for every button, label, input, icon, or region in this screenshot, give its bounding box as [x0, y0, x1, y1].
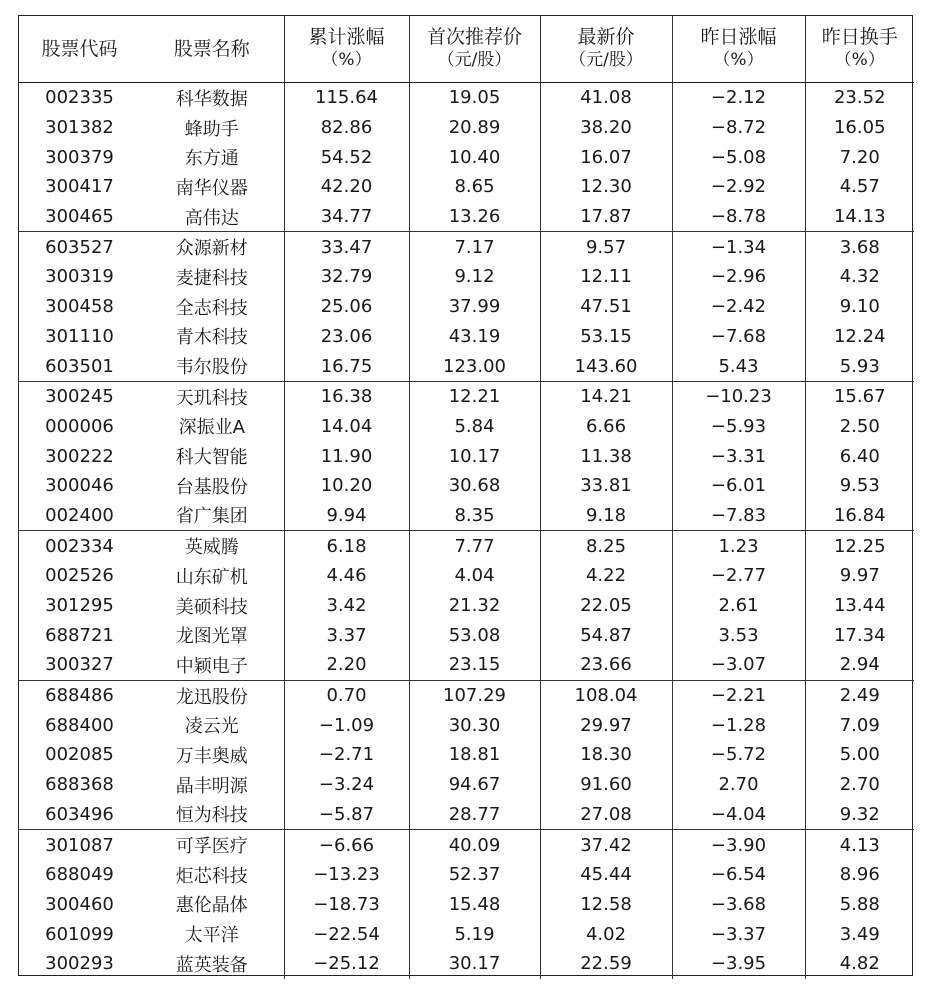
cell-stock-code: 002526: [45, 565, 114, 587]
cell-yesterday-change: −1.34: [672, 232, 805, 262]
cell-cumulative-gain: 4.46: [284, 561, 409, 591]
cell-stock-code: 300245: [45, 386, 114, 408]
table-row: [19, 561, 914, 591]
cell-stock-name: 全志科技: [175, 297, 248, 319]
cell-stock-name: 美硕科技: [175, 596, 248, 618]
data-table: [19, 16, 914, 979]
header-label: 股票名称: [173, 37, 250, 60]
cell-stock-code: 002334: [45, 535, 114, 557]
header-label: 昨日换手: [821, 26, 898, 48]
cell-first-recommend-price: 8.35: [409, 501, 540, 531]
cell-first-recommend-price: 19.05: [409, 83, 540, 113]
cell-first-recommend-price: 5.84: [409, 412, 540, 442]
cell-yesterday-turnover: 5.93: [805, 351, 914, 381]
cell-latest-price: 22.59: [540, 949, 672, 979]
cell-yesterday-change: −5.93: [672, 412, 805, 442]
cell-stock-code: 688049: [45, 864, 114, 886]
cell-first-recommend-price: 30.17: [409, 949, 540, 979]
cell-yesterday-turnover: 2.70: [805, 770, 914, 800]
cell-latest-price: 91.60: [540, 770, 672, 800]
cell-first-recommend-price: 4.04: [409, 561, 540, 591]
header-unit: （%）: [321, 50, 372, 70]
cell-stock-code: 301382: [45, 117, 114, 139]
header-unit: （%）: [834, 50, 885, 70]
cell-latest-price: 14.21: [540, 381, 672, 411]
header-unit: （元/股）: [437, 50, 512, 70]
cell-yesterday-change: −3.90: [672, 830, 805, 860]
cell-yesterday-turnover: 4.82: [805, 949, 914, 979]
cell-first-recommend-price: 8.65: [409, 172, 540, 202]
cell-cumulative-gain: −25.12: [284, 949, 409, 979]
table-row: [19, 949, 914, 979]
cell-first-recommend-price: 15.48: [409, 890, 540, 920]
cell-yesterday-turnover: 12.24: [805, 322, 914, 352]
cell-first-recommend-price: 21.32: [409, 591, 540, 621]
cell-stock-code: 300293: [45, 953, 114, 975]
cell-stock-name: 青木科技: [175, 327, 248, 349]
cell-cumulative-gain: 11.90: [284, 441, 409, 471]
cell-latest-price: 12.30: [540, 172, 672, 202]
cell-stock-code: 603496: [19, 800, 140, 830]
cell-stock-name: 龙图光罩: [175, 626, 248, 648]
cell-stock-code: 300417: [45, 176, 114, 198]
table-row: [19, 710, 914, 740]
cell-yesterday-change: −8.72: [672, 113, 805, 143]
cell-yesterday-change: −2.42: [672, 292, 805, 322]
table-row: [19, 800, 914, 830]
table-row: [19, 441, 914, 471]
cell-latest-price: 6.66: [540, 412, 672, 442]
cell-latest-price: 12.58: [540, 890, 672, 920]
cell-yesterday-turnover: 6.40: [805, 441, 914, 471]
cell-stock-code: 300327: [19, 650, 140, 680]
header-label: 最新价: [577, 26, 635, 48]
cell-yesterday-turnover: 5.88: [805, 890, 914, 920]
cell-first-recommend-price: 10.40: [409, 142, 540, 172]
table-body: [19, 83, 914, 979]
cell-latest-price: 18.30: [540, 740, 672, 770]
table-row: [19, 351, 914, 381]
cell-stock-name: 凌云光: [184, 716, 239, 738]
cell-stock-name: 天玑科技: [175, 387, 248, 409]
cell-stock-name: 科华数据: [175, 88, 248, 110]
cell-first-recommend-price: 7.17: [409, 232, 540, 262]
cell-stock-code: 601099: [45, 923, 114, 945]
cell-yesterday-change: −5.08: [672, 142, 805, 172]
table-row: [19, 202, 914, 232]
cell-stock-name: 高伟达: [140, 202, 284, 232]
cell-cumulative-gain: 6.18: [284, 531, 409, 561]
cell-latest-price: 4.22: [540, 561, 672, 591]
cell-latest-price: 8.25: [540, 531, 672, 561]
cell-stock-name: 深振业A: [178, 417, 245, 439]
cell-stock-name: 众源新材: [175, 238, 248, 260]
cell-stock-code: 688721: [45, 624, 114, 646]
cell-stock-code: 300465: [19, 202, 140, 232]
table-row: [19, 381, 914, 411]
cell-stock-code: 301087: [45, 834, 114, 856]
header-label: 首次推荐价: [426, 26, 522, 48]
cell-latest-price: 11.38: [540, 441, 672, 471]
cell-stock-code: 688486: [45, 685, 114, 707]
cell-yesterday-change: −8.78: [672, 202, 805, 232]
cell-stock-name: 可孚医疗: [175, 836, 248, 858]
cell-cumulative-gain: 34.77: [284, 202, 409, 232]
cell-first-recommend-price: 9.12: [409, 262, 540, 292]
cell-latest-price: 37.42: [540, 830, 672, 860]
cell-stock-code: 300379: [45, 146, 114, 168]
cell-yesterday-turnover: 2.94: [805, 650, 914, 680]
cell-latest-price: 4.02: [540, 919, 672, 949]
cell-yesterday-change: −3.95: [672, 949, 805, 979]
table-row: [19, 830, 914, 860]
cell-stock-code: 301110: [45, 325, 114, 347]
cell-yesterday-change: −4.04: [672, 800, 805, 830]
cell-yesterday-change: 5.43: [672, 351, 805, 381]
cell-latest-price: 27.08: [540, 800, 672, 830]
table-row: [19, 770, 914, 800]
cell-first-recommend-price: 52.37: [409, 860, 540, 890]
table-row: [19, 591, 914, 621]
table-row: [19, 620, 914, 650]
cell-first-recommend-price: 12.21: [409, 381, 540, 411]
header-stock-name: [140, 16, 284, 83]
cell-latest-price: 29.97: [540, 710, 672, 740]
cell-stock-code: 688400: [45, 714, 114, 736]
cell-cumulative-gain: 54.52: [284, 142, 409, 172]
cell-cumulative-gain: 16.75: [284, 351, 409, 381]
cell-stock-code: 002400: [19, 501, 140, 531]
cell-cumulative-gain: 0.70: [284, 680, 409, 710]
cell-yesterday-change: −2.21: [672, 680, 805, 710]
cell-latest-price: 9.57: [540, 232, 672, 262]
cell-cumulative-gain: 32.79: [284, 262, 409, 292]
cell-cumulative-gain: 16.38: [284, 381, 409, 411]
table-row: [19, 172, 914, 202]
cell-yesterday-turnover: 9.53: [805, 471, 914, 501]
cell-stock-code: 002085: [45, 744, 114, 766]
table-row: [19, 262, 914, 292]
header-yesterday-turnover: [805, 16, 914, 83]
cell-yesterday-turnover: 9.32: [805, 800, 914, 830]
cell-yesterday-turnover: 23.52: [805, 83, 914, 113]
cell-cumulative-gain: 3.42: [284, 591, 409, 621]
cell-first-recommend-price: 43.19: [409, 322, 540, 352]
cell-latest-price: 12.11: [540, 262, 672, 292]
cell-yesterday-change: −3.37: [672, 919, 805, 949]
cell-first-recommend-price: 20.89: [409, 113, 540, 143]
cell-yesterday-turnover: 9.10: [805, 292, 914, 322]
cell-yesterday-change: −2.77: [672, 561, 805, 591]
cell-yesterday-change: −5.72: [672, 740, 805, 770]
table-header: [19, 16, 914, 83]
cell-latest-price: 16.07: [540, 142, 672, 172]
cell-stock-code: 300460: [45, 893, 114, 915]
cell-cumulative-gain: −5.87: [284, 800, 409, 830]
header-first-recommend-price: [409, 16, 540, 83]
cell-yesterday-turnover: 2.49: [805, 680, 914, 710]
cell-latest-price: 22.05: [540, 591, 672, 621]
cell-stock-code: 300458: [45, 296, 114, 318]
cell-yesterday-turnover: 8.96: [805, 860, 914, 890]
cell-yesterday-change: 2.61: [672, 591, 805, 621]
cell-yesterday-change: −6.54: [672, 860, 805, 890]
cell-yesterday-turnover: 14.13: [805, 202, 914, 232]
cell-latest-price: 47.51: [540, 292, 672, 322]
cell-first-recommend-price: 53.08: [409, 620, 540, 650]
cell-stock-code: 002335: [45, 87, 114, 109]
cell-yesterday-turnover: 4.13: [805, 830, 914, 860]
cell-first-recommend-price: 30.30: [409, 710, 540, 740]
table-row: [19, 83, 914, 113]
cell-stock-code: 688368: [45, 774, 114, 796]
cell-cumulative-gain: 9.94: [284, 501, 409, 531]
cell-yesterday-change: −1.28: [672, 710, 805, 740]
cell-first-recommend-price: 23.15: [409, 650, 540, 680]
table-row: [19, 232, 914, 262]
cell-latest-price: 17.87: [540, 202, 672, 232]
header-unit: （%）: [713, 50, 764, 70]
cell-yesterday-turnover: 9.97: [805, 561, 914, 591]
cell-stock-name: 惠伦晶体: [175, 895, 248, 917]
table-row: [19, 919, 914, 949]
cell-stock-name: 英威腾: [184, 537, 239, 559]
cell-stock-name: 科大智能: [175, 447, 248, 469]
table-row: [19, 650, 914, 680]
cell-first-recommend-price: 18.81: [409, 740, 540, 770]
cell-first-recommend-price: 28.77: [409, 800, 540, 830]
table-row: [19, 740, 914, 770]
cell-stock-name: 太平洋: [184, 925, 239, 947]
table-row: [19, 292, 914, 322]
cell-cumulative-gain: −6.66: [284, 830, 409, 860]
cell-yesterday-turnover: 13.44: [805, 591, 914, 621]
header-label: 昨日涨幅: [700, 26, 777, 48]
cell-cumulative-gain: 42.20: [284, 172, 409, 202]
cell-stock-code: 000006: [45, 415, 114, 437]
cell-latest-price: 143.60: [540, 351, 672, 381]
cell-yesterday-change: −2.96: [672, 262, 805, 292]
cell-cumulative-gain: −22.54: [284, 919, 409, 949]
cell-first-recommend-price: 13.26: [409, 202, 540, 232]
cell-yesterday-turnover: 17.34: [805, 620, 914, 650]
cell-cumulative-gain: −13.23: [284, 860, 409, 890]
header-stock-code: [19, 16, 140, 83]
cell-yesterday-change: −2.92: [672, 172, 805, 202]
table-row: [19, 322, 914, 352]
cell-yesterday-turnover: 4.32: [805, 262, 914, 292]
cell-yesterday-turnover: 16.84: [805, 501, 914, 531]
cell-yesterday-turnover: 3.68: [805, 232, 914, 262]
cell-yesterday-turnover: 4.57: [805, 172, 914, 202]
cell-latest-price: 23.66: [540, 650, 672, 680]
cell-cumulative-gain: −1.09: [284, 710, 409, 740]
cell-first-recommend-price: 37.99: [409, 292, 540, 322]
cell-stock-name: 麦捷科技: [175, 267, 248, 289]
cell-yesterday-change: 2.70: [672, 770, 805, 800]
cell-cumulative-gain: −18.73: [284, 890, 409, 920]
cell-yesterday-turnover: 15.67: [805, 381, 914, 411]
cell-stock-name: 南华仪器: [175, 177, 248, 199]
table-row: [19, 412, 914, 442]
cell-stock-name: 恒为科技: [140, 800, 284, 830]
cell-latest-price: 41.08: [540, 83, 672, 113]
cell-cumulative-gain: 23.06: [284, 322, 409, 352]
table-row: [19, 680, 914, 710]
cell-stock-code: 300222: [45, 445, 114, 467]
header-unit: （元/股）: [569, 50, 643, 70]
cell-yesterday-turnover: 16.05: [805, 113, 914, 143]
cell-yesterday-turnover: 5.00: [805, 740, 914, 770]
cell-yesterday-change: −3.68: [672, 890, 805, 920]
cell-stock-name: 万丰奥威: [175, 745, 248, 767]
cell-stock-name: 东方通: [184, 148, 239, 170]
cell-yesterday-turnover: 12.25: [805, 531, 914, 561]
cell-stock-code: 603527: [45, 236, 114, 258]
cell-latest-price: 54.87: [540, 620, 672, 650]
table-row: [19, 890, 914, 920]
table-row: [19, 142, 914, 172]
stock-recommendation-table: [18, 15, 913, 976]
cell-latest-price: 38.20: [540, 113, 672, 143]
cell-latest-price: 9.18: [540, 501, 672, 531]
cell-stock-name: 韦尔股份: [140, 351, 284, 381]
cell-yesterday-change: −7.68: [672, 322, 805, 352]
cell-yesterday-turnover: 2.50: [805, 412, 914, 442]
cell-stock-name: 炬芯科技: [175, 865, 248, 887]
cell-yesterday-turnover: 3.49: [805, 919, 914, 949]
cell-cumulative-gain: 3.37: [284, 620, 409, 650]
cell-stock-code: 301295: [45, 595, 114, 617]
cell-yesterday-change: 3.53: [672, 620, 805, 650]
cell-stock-name: 山东矿机: [175, 566, 248, 588]
cell-cumulative-gain: 115.64: [284, 83, 409, 113]
header-latest-price: [540, 16, 672, 83]
cell-first-recommend-price: 107.29: [409, 680, 540, 710]
cell-stock-name: 台基股份: [175, 476, 248, 498]
header-yesterday-change: [672, 16, 805, 83]
table-row: [19, 860, 914, 890]
cell-first-recommend-price: 7.77: [409, 531, 540, 561]
table-row: [19, 531, 914, 561]
cell-latest-price: 33.81: [540, 471, 672, 501]
cell-stock-name: 蓝英装备: [175, 954, 248, 976]
cell-stock-name: 蜂助手: [184, 118, 239, 140]
cell-yesterday-turnover: 7.20: [805, 142, 914, 172]
cell-cumulative-gain: 25.06: [284, 292, 409, 322]
cell-latest-price: 45.44: [540, 860, 672, 890]
cell-yesterday-change: −3.31: [672, 441, 805, 471]
cell-first-recommend-price: 94.67: [409, 770, 540, 800]
cell-first-recommend-price: 5.19: [409, 919, 540, 949]
cell-yesterday-change: −6.01: [672, 471, 805, 501]
cell-stock-name: 龙迅股份: [175, 686, 248, 708]
cell-yesterday-change: −7.83: [672, 501, 805, 531]
table-row: [19, 471, 914, 501]
cell-latest-price: 53.15: [540, 322, 672, 352]
cell-cumulative-gain: −3.24: [284, 770, 409, 800]
cell-cumulative-gain: −2.71: [284, 740, 409, 770]
cell-cumulative-gain: 2.20: [284, 650, 409, 680]
cell-first-recommend-price: 10.17: [409, 441, 540, 471]
cell-cumulative-gain: 10.20: [284, 471, 409, 501]
table-row: [19, 113, 914, 143]
cell-yesterday-change: −2.12: [672, 83, 805, 113]
cell-stock-name: 省广集团: [140, 501, 284, 531]
cell-stock-name: 中颖电子: [140, 650, 284, 680]
cell-cumulative-gain: 82.86: [284, 113, 409, 143]
cell-first-recommend-price: 40.09: [409, 830, 540, 860]
cell-stock-code: 300046: [45, 475, 114, 497]
table-row: [19, 501, 914, 531]
cell-stock-code: 603501: [19, 351, 140, 381]
cell-yesterday-change: −3.07: [672, 650, 805, 680]
cell-cumulative-gain: 14.04: [284, 412, 409, 442]
cell-cumulative-gain: 33.47: [284, 232, 409, 262]
cell-latest-price: 108.04: [540, 680, 672, 710]
header-cumulative-gain: [284, 16, 409, 83]
cell-stock-name: 晶丰明源: [175, 775, 248, 797]
cell-first-recommend-price: 30.68: [409, 471, 540, 501]
cell-yesterday-change: 1.23: [672, 531, 805, 561]
cell-first-recommend-price: 123.00: [409, 351, 540, 381]
cell-stock-code: 300319: [45, 266, 114, 288]
cell-yesterday-turnover: 7.09: [805, 710, 914, 740]
header-label: 股票代码: [41, 37, 118, 60]
header-label: 累计涨幅: [308, 26, 385, 48]
cell-yesterday-change: −10.23: [672, 381, 805, 411]
